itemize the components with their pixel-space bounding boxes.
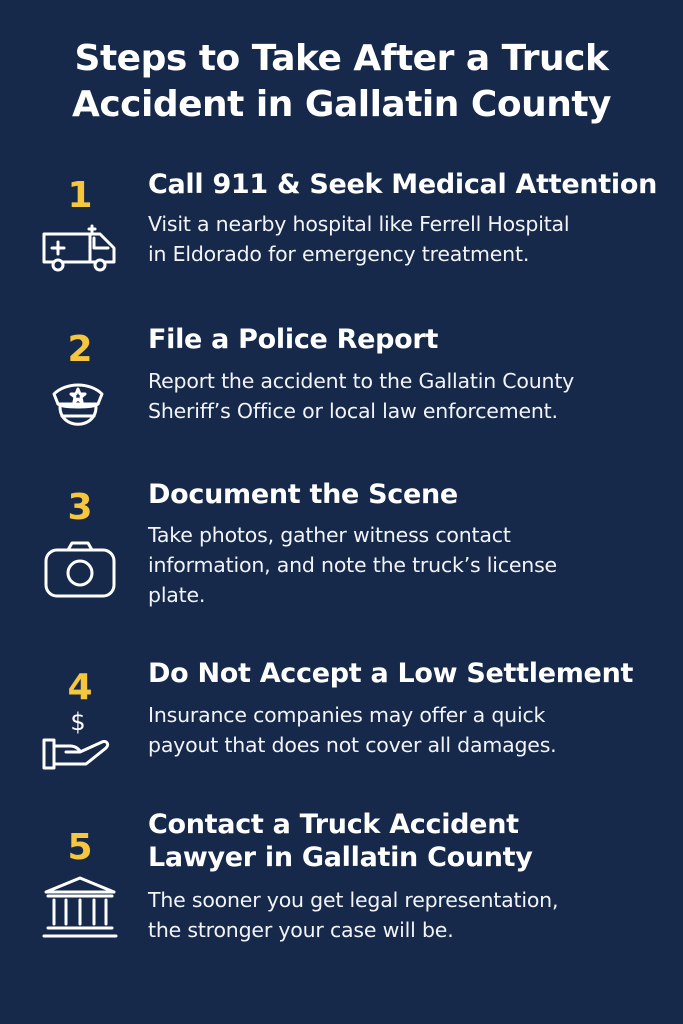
step-number: 4 (67, 667, 93, 708)
step-description (148, 209, 673, 269)
step-heading (148, 478, 668, 511)
step-heading (148, 168, 668, 201)
step-heading-line: Contact a Truck Accident (148, 809, 519, 840)
camera-icon (40, 540, 128, 604)
title-line-1: Steps to Take After a Truck (74, 38, 609, 79)
step-description-line: Take photos, gather witness contact (148, 523, 511, 547)
step-number: 1 (67, 175, 93, 216)
step-description (148, 700, 673, 760)
step-description-line: plate. (148, 583, 206, 607)
page-title (0, 36, 683, 128)
step-heading (148, 323, 668, 356)
courthouse-icon (40, 876, 128, 940)
step-number: 5 (67, 827, 93, 868)
svg-text:$: $ (70, 708, 86, 736)
step-number: 3 (67, 487, 93, 528)
step-number: 2 (67, 329, 93, 370)
step-description-line: Visit a nearby hospital like Ferrell Hospital (148, 212, 570, 236)
step-description-line: Report the accident to the Gallatin County (148, 369, 575, 393)
step-heading-line: Do Not Accept a Low Settlement (148, 658, 634, 689)
title-line-2: Accident in Gallatin County (71, 84, 612, 125)
step-description-line: The sooner you get legal representation, (148, 888, 559, 912)
hand-dollar-icon (40, 708, 128, 772)
step-description-line: Insurance companies may offer a quick (148, 703, 546, 727)
step-description-line: in Eldorado for emergency treatment. (148, 242, 530, 266)
step-heading-line: Lawyer in Gallatin County (148, 842, 533, 873)
step-heading-line: Document the Scene (148, 479, 458, 510)
step-heading (148, 657, 668, 690)
step-heading (148, 808, 668, 874)
step-description-line: information, and note the truck’s license (148, 553, 557, 577)
police-officer-icon (40, 376, 128, 440)
step-description-line: the stronger your case will be. (148, 918, 454, 942)
step-heading-line: File a Police Report (148, 324, 439, 355)
step-description (148, 885, 673, 945)
step-description-line: payout that does not cover all damages. (148, 733, 557, 757)
step-heading-line: Call 911 & Seek Medical Attention (148, 169, 657, 200)
step-description (148, 520, 673, 610)
ambulance-icon (40, 218, 128, 282)
step-description (148, 366, 673, 426)
step-description-line: Sheriff’s Office or local law enforcement. (148, 399, 558, 423)
